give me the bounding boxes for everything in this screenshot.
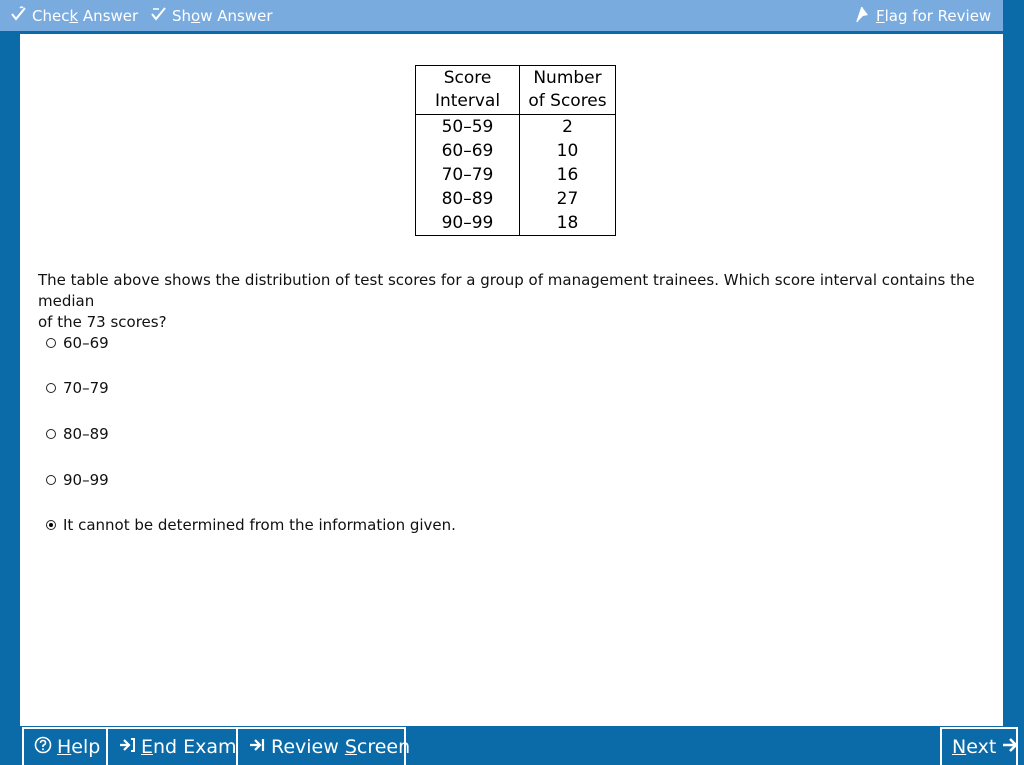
check-answer-label: Check Answer: [32, 7, 139, 25]
radio-button-selected[interactable]: [46, 520, 56, 530]
table-header-score-interval: Score Interval: [416, 66, 520, 115]
answer-choice-a[interactable]: [46, 334, 109, 352]
review-screen-icon: [248, 736, 266, 759]
answer-choice-label: 60–69: [63, 334, 109, 352]
top-toolbar: [0, 0, 1003, 31]
show-answer-label: Show Answer: [172, 7, 273, 25]
answer-choice-label: 80–89: [63, 425, 109, 443]
radio-button[interactable]: [46, 338, 56, 348]
flag-for-review-label: Flag for Review: [876, 7, 992, 25]
answer-choice-c[interactable]: [46, 425, 109, 443]
answer-choice-b[interactable]: [46, 379, 109, 397]
table-header-number-of-scores: Number of Scores: [520, 66, 616, 115]
question-text: The table above shows the distribution of test scores for a group of management trainees. Which score interval contains the median of the 73 scores?: [38, 271, 975, 331]
table-row: [416, 211, 616, 236]
radio-button[interactable]: [46, 383, 56, 393]
answer-choice-label: 70–79: [63, 379, 109, 397]
score-distribution-table: [415, 65, 616, 236]
flag-icon: [854, 5, 872, 27]
table-row: [416, 139, 616, 163]
table-cell-interval: 50–59: [416, 115, 520, 140]
end-exam-icon: [118, 736, 136, 759]
help-label: Help: [57, 736, 101, 758]
check-answer-button[interactable]: [10, 5, 138, 27]
table-cell-interval: 70–79: [416, 163, 520, 187]
radio-button[interactable]: [46, 429, 56, 439]
check-answer-icon: [10, 5, 28, 27]
answer-choice-d[interactable]: [46, 471, 109, 489]
question-pane: [20, 34, 1003, 726]
table-row: [416, 163, 616, 187]
end-exam-button[interactable]: [106, 727, 236, 765]
table-cell-interval: 80–89: [416, 187, 520, 211]
table-cell-count: 18: [520, 211, 616, 236]
help-icon: [34, 736, 52, 759]
table-cell-count: 2: [520, 115, 616, 140]
next-label: Next: [952, 736, 997, 758]
help-button[interactable]: [22, 727, 106, 765]
show-answer-icon: [150, 5, 168, 27]
next-button[interactable]: [940, 727, 1018, 765]
table-cell-interval: 60–69: [416, 139, 520, 163]
answer-choice-label: 90–99: [63, 471, 109, 489]
radio-button[interactable]: [46, 475, 56, 485]
answer-choice-label: It cannot be determined from the information given.: [63, 516, 456, 534]
review-screen-button[interactable]: [236, 727, 411, 765]
table-cell-interval: 90–99: [416, 211, 520, 236]
bottom-nav-bar: [0, 727, 1024, 765]
table-header-row: [416, 66, 616, 115]
table-cell-count: 16: [520, 163, 616, 187]
review-screen-label: Review Screen: [271, 736, 411, 758]
arrow-right-icon: [1001, 736, 1019, 759]
answer-choice-e[interactable]: [46, 516, 456, 534]
table-row: [416, 115, 616, 140]
table-row: [416, 187, 616, 211]
table-cell-count: 10: [520, 139, 616, 163]
table-cell-count: 27: [520, 187, 616, 211]
end-exam-label: End Exam: [141, 736, 237, 758]
flag-for-review-button[interactable]: [854, 5, 991, 27]
show-answer-button[interactable]: [150, 5, 273, 27]
